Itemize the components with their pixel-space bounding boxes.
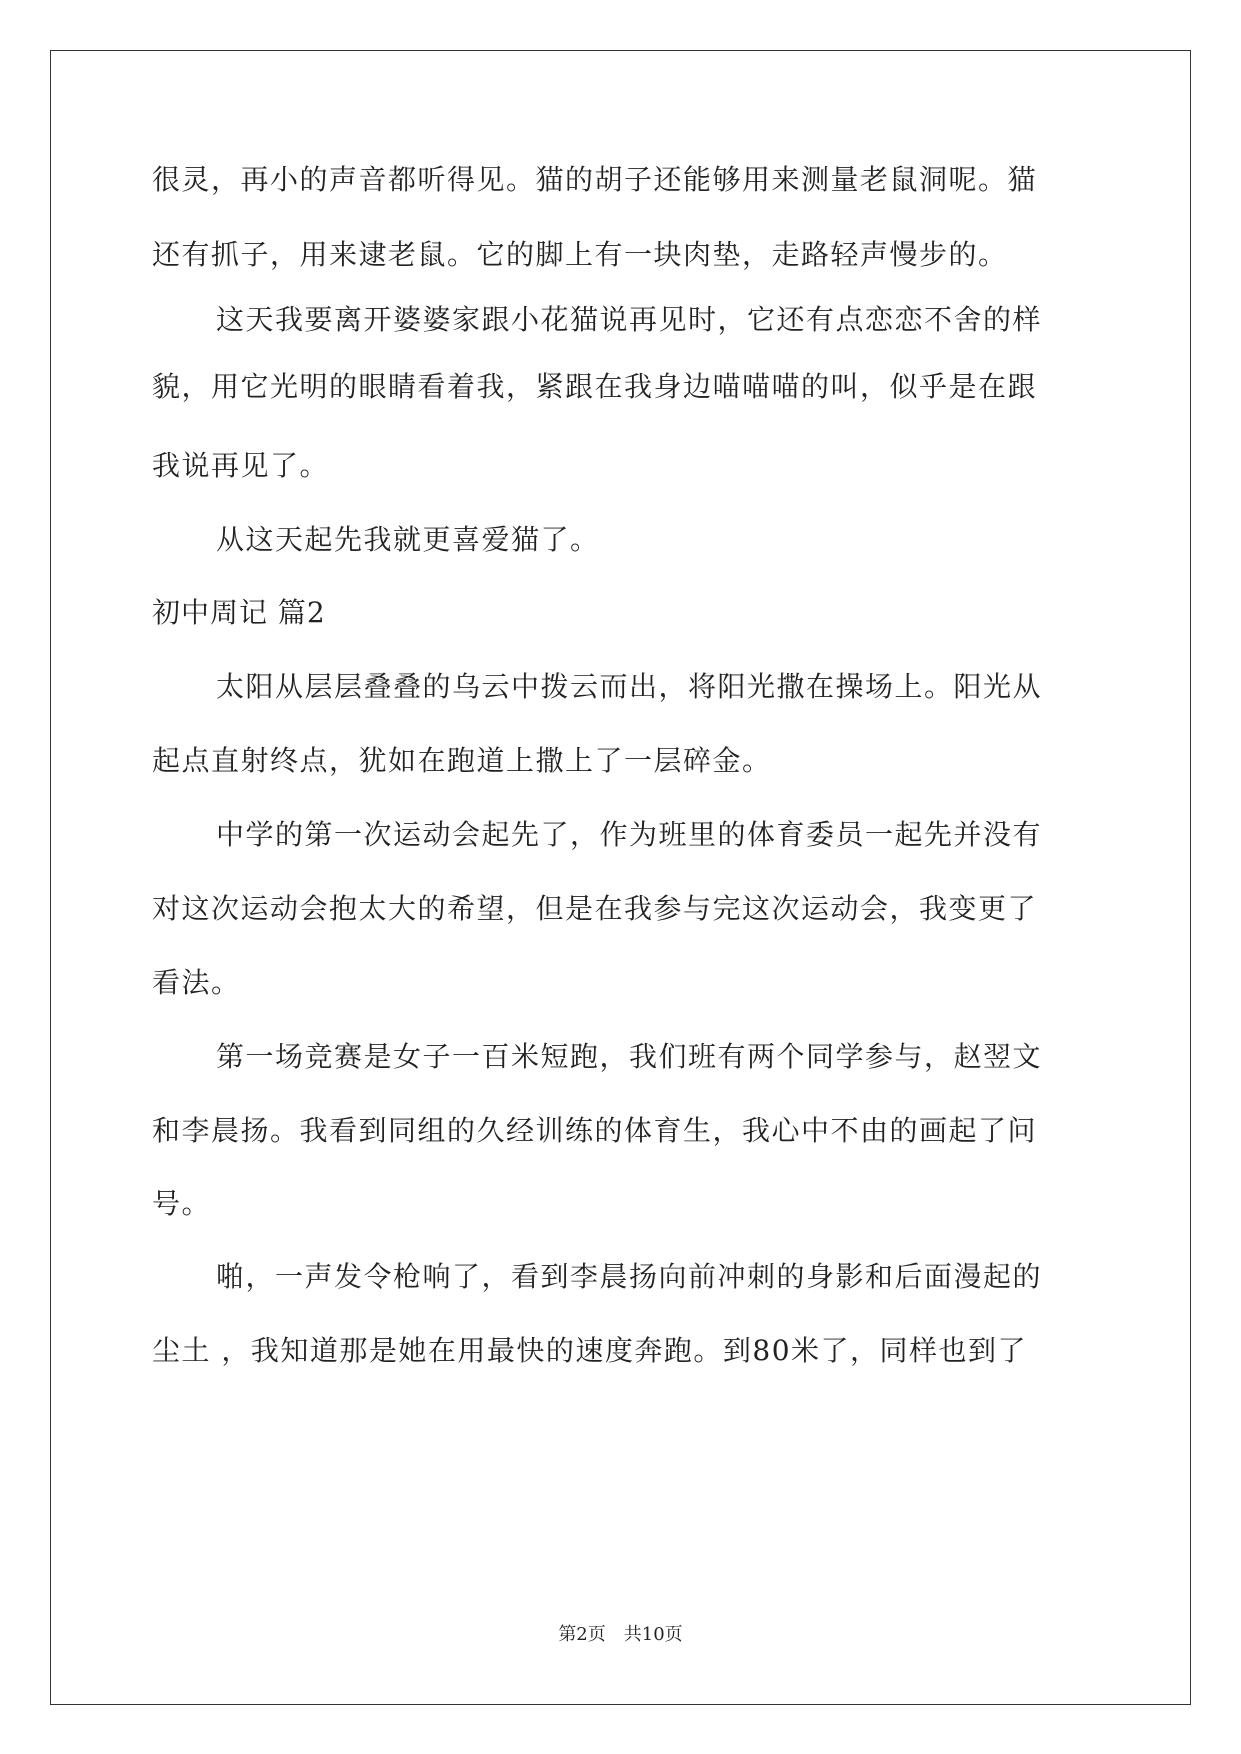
text-line: 看法。	[152, 966, 241, 999]
paragraph-start-line: 第一场竞赛是女子一百米短跑，我们班有两个同学参与，赵翌文	[216, 1040, 1043, 1073]
section-heading: 初中周记 篇2	[152, 596, 326, 629]
paragraph-start-line: 中学的第一次运动会起先了，作为班里的体育委员一起先并没有	[216, 818, 1043, 851]
text-line: 号。	[152, 1187, 212, 1220]
text-line: 和李晨扬。我看到同组的久经训练的体育生，我心中不由的画起了问	[152, 1114, 1038, 1147]
paragraph-start-line: 太阳从层层叠叠的乌云中拨云而出，将阳光撒在操场上。阳光从	[216, 670, 1043, 703]
page-footer	[0, 1620, 1241, 1646]
text-line: 很灵，再小的声音都听得见。猫的胡子还能够用来测量老鼠洞呢。猫	[152, 163, 1038, 196]
paragraph-start-line: 啪，一声发令枪响了，看到李晨扬向前冲刺的身影和后面漫起的	[216, 1260, 1043, 1293]
text-line: 起点直射终点，犹如在跑道上撒上了一层碎金。	[152, 744, 772, 777]
text-line: 我说再见了。	[152, 449, 330, 482]
total-pages: 共10页	[623, 1624, 683, 1645]
paragraph-start-line: 这天我要离开婆婆家跟小花猫说再见时，它还有点恋恋不舍的样	[216, 303, 1043, 336]
page-frame	[50, 50, 1191, 1705]
text-line: 对这次运动会抱太大的希望，但是在我参与完这次运动会，我变更了	[152, 892, 1038, 925]
text-line: 尘土 ，我知道那是她在用最快的速度奔跑。到80米了，同样也到了	[152, 1334, 1028, 1367]
page-number: 第2页	[558, 1624, 606, 1645]
text-line: 貌，用它光明的眼睛看着我，紧跟在我身边喵喵喵的叫，似乎是在跟	[152, 370, 1038, 403]
text-line: 还有抓子，用来逮老鼠。它的脚上有一块肉垫，走路轻声慢步的。	[152, 238, 1008, 271]
paragraph-start-line: 从这天起先我就更喜爱猫了。	[216, 523, 600, 556]
